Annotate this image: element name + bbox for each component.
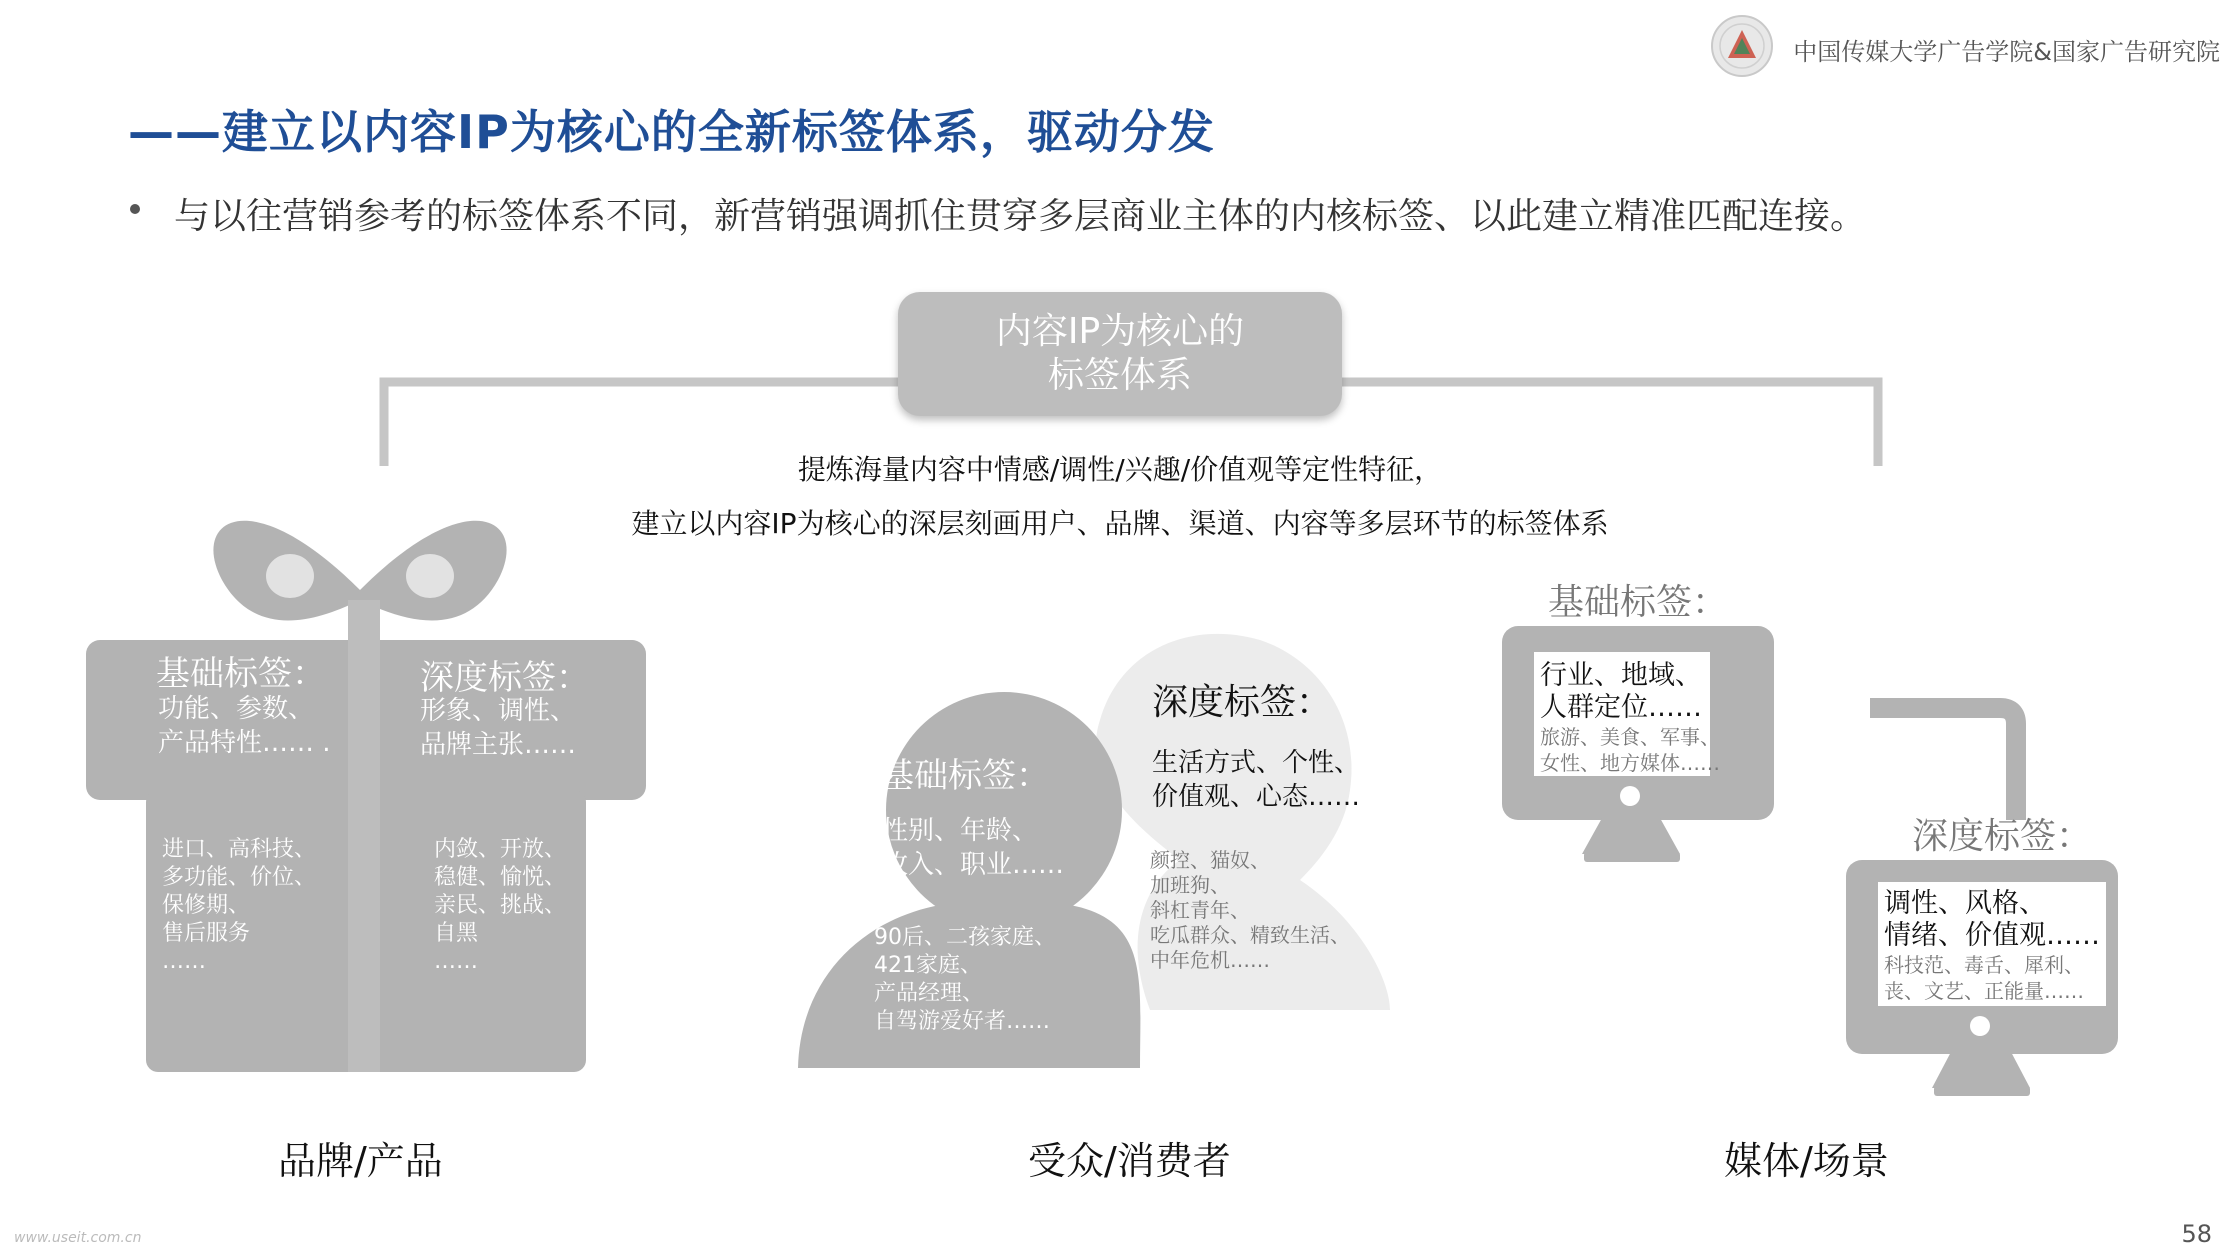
audience-deep-ex-item: 中年危机…… bbox=[1150, 948, 1270, 972]
description-line1: 提炼海量内容中情感/调性/兴趣/价值观等定性特征， bbox=[797, 453, 1443, 486]
media-deep-line1: 调性、风格、 bbox=[1884, 888, 2046, 919]
audience-basic-ex-item: 90后、二孩家庭、 bbox=[874, 925, 1056, 950]
media-basic-ex2: 女性、地方媒体…… bbox=[1540, 751, 1720, 775]
audience-deep-tag-title: 深度标签： bbox=[1152, 682, 1333, 723]
audience-basic-ex-item: 自驾游爱好者…… bbox=[874, 1009, 1051, 1034]
audience-basic-line1: 性别、年龄、 bbox=[882, 816, 1039, 846]
brand-basic-line2: 产品特性…… . bbox=[158, 728, 331, 758]
page-number: 58 bbox=[2181, 1220, 2212, 1248]
audience-deep-ex-item: 加班狗、 bbox=[1150, 873, 1230, 897]
media-deep-screen bbox=[1884, 888, 2100, 1004]
audience-deep-line2: 价值观、心态…… bbox=[1152, 782, 1361, 812]
watermark: www.useit.com.cn bbox=[14, 1230, 142, 1246]
audience-caption: 受众/消费者 bbox=[1028, 1139, 1231, 1183]
media-basic-screen bbox=[1540, 660, 1720, 776]
brand-basic-ex-item: 售后服务 bbox=[162, 921, 251, 946]
brand-deep-ex-item: 内敛、开放、 bbox=[434, 837, 567, 862]
audience-deep-ex-item: 斜杠青年、 bbox=[1150, 898, 1250, 922]
media-basic-tag-title: 基础标签： bbox=[1548, 582, 1729, 623]
audience-basic-tag-title: 基础标签： bbox=[880, 756, 1050, 796]
brand-deep-tag-title: 深度标签： bbox=[420, 658, 590, 698]
brand-deep-ex-item: 亲民、挑战、 bbox=[434, 893, 567, 918]
media-deep-tag-title: 深度标签： bbox=[1912, 816, 2093, 857]
audience-basic-line2: 收入、职业…… bbox=[882, 850, 1065, 880]
organization-name: 中国传媒大学广告学院&国家广告研究院 bbox=[1793, 38, 2220, 66]
media-deep-line2: 情绪、价值观…… bbox=[1884, 920, 2100, 951]
brand-basic-line1: 功能、参数、 bbox=[158, 694, 315, 724]
media-basic-ex1: 旅游、美食、军事、 bbox=[1540, 725, 1720, 749]
core-box-line2: 标签体系 bbox=[1047, 355, 1192, 396]
brand-deep-ex-item: …… bbox=[434, 949, 478, 974]
brand-caption: 品牌/产品 bbox=[278, 1139, 443, 1183]
media-basic-line2: 人群定位…… bbox=[1540, 692, 1702, 723]
brand-basic-ex-item: …… bbox=[162, 949, 206, 974]
media-deep-ex2: 丧、文艺、正能量…… bbox=[1884, 979, 2084, 1003]
brand-basic-tag-title: 基础标签： bbox=[156, 654, 326, 694]
brand-deep-ex-item: 稳健、愉悦、 bbox=[434, 865, 567, 890]
brand-basic-ex-item: 多功能、价位、 bbox=[162, 865, 317, 890]
audience-deep-ex-item: 吃瓜群众、精致生活、 bbox=[1150, 923, 1350, 947]
core-box-line1: 内容IP为核心的 bbox=[995, 311, 1245, 352]
page-title: ——建立以内容IP为核心的全新标签体系，驱动分发 bbox=[128, 105, 1215, 159]
brand-basic-ex-item: 保修期、 bbox=[162, 893, 251, 918]
description-line2: 建立以内容IP为核心的深层刻画用户、品牌、渠道、内容等多层环节的标签体系 bbox=[631, 507, 1609, 540]
audience-deep-line1: 生活方式、个性、 bbox=[1152, 748, 1361, 778]
brand-deep-line2: 品牌主张…… bbox=[420, 730, 577, 760]
brand-basic-ex-item: 进口、高科技、 bbox=[162, 837, 317, 862]
audience-deep-ex-item: 颜控、猫奴、 bbox=[1150, 848, 1270, 872]
media-deep-ex1: 科技范、毒舌、犀利、 bbox=[1884, 953, 2084, 977]
audience-basic-ex-item: 产品经理、 bbox=[874, 981, 985, 1006]
media-basic-line1: 行业、地域、 bbox=[1540, 660, 1702, 691]
media-caption: 媒体/场景 bbox=[1724, 1139, 1889, 1183]
brand-deep-line1: 形象、调性、 bbox=[420, 696, 577, 726]
bullet-text: 与以往营销参考的标签体系不同，新营销强调抓住贯穿多层商业主体的内核标签、以此建立精准匹配连接。 bbox=[174, 196, 1867, 237]
audience-basic-ex-item: 421家庭、 bbox=[874, 953, 982, 978]
brand-deep-ex-item: 自黑 bbox=[434, 921, 479, 946]
